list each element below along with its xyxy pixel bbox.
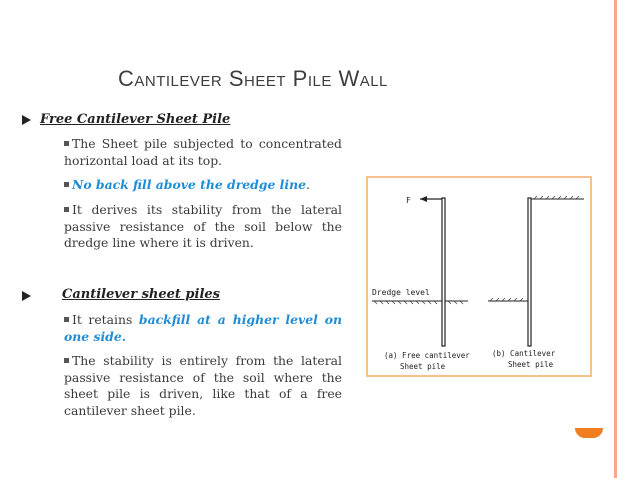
free-cantilever-pile [442, 198, 445, 346]
point-text: The stability is entirely from the lateral passive resistance of the soil where the sheet pile is driven, like that of a free cantilever sheet pile. [64, 353, 342, 418]
square-bullet-icon [64, 358, 69, 363]
point-highlight: No back fill above the dredge line [72, 177, 306, 192]
section-heading-cantilever: Cantilever sheet piles [62, 287, 220, 302]
point-prefix: It retains [72, 312, 139, 327]
caption-b-line2: Sheet pile [508, 360, 554, 369]
square-bullet-icon [64, 182, 69, 187]
point-stability-lateral [64, 202, 342, 252]
arrow-bullet-icon [22, 115, 31, 125]
point-concentrated-load [64, 136, 342, 169]
slide-title-text: Cantilever Sheet Pile Wall [118, 66, 388, 91]
slide-right-border [614, 0, 617, 478]
section-heading-free-cantilever: Free Cantilever Sheet Pile [40, 112, 231, 127]
square-bullet-icon [64, 141, 69, 146]
point-highlight: backfill at a higher level on one side. [64, 312, 342, 344]
point-text: The Sheet pile subjected to concentrated horizontal load at its top. [64, 136, 342, 168]
arrow-bullet-icon [22, 291, 31, 301]
decorative-orange-tab [575, 428, 603, 438]
caption-b-line1: (b) Cantilever [492, 349, 556, 358]
sheet-pile-figure [366, 176, 592, 377]
caption-a-line2: Sheet pile [400, 362, 446, 371]
point-retains-backfill [64, 312, 342, 345]
sheet-pile-diagram [368, 178, 590, 375]
point-text: It derives its stability from the lateral passive resistance of the soil below the dredge line where it is driven. [64, 202, 342, 250]
point-suffix: . [305, 177, 310, 192]
dredge-level-label: Dredge level [372, 288, 430, 297]
cantilever-pile [528, 198, 531, 346]
square-bullet-icon [64, 317, 69, 322]
point-no-backfill [64, 177, 342, 194]
slide-title [118, 66, 518, 92]
force-label: F [406, 196, 411, 205]
square-bullet-icon [64, 207, 69, 212]
caption-a-line1: (a) Free cantilever [384, 351, 470, 360]
force-arrow-head-icon [420, 196, 427, 202]
point-stability-entirely [64, 353, 342, 419]
